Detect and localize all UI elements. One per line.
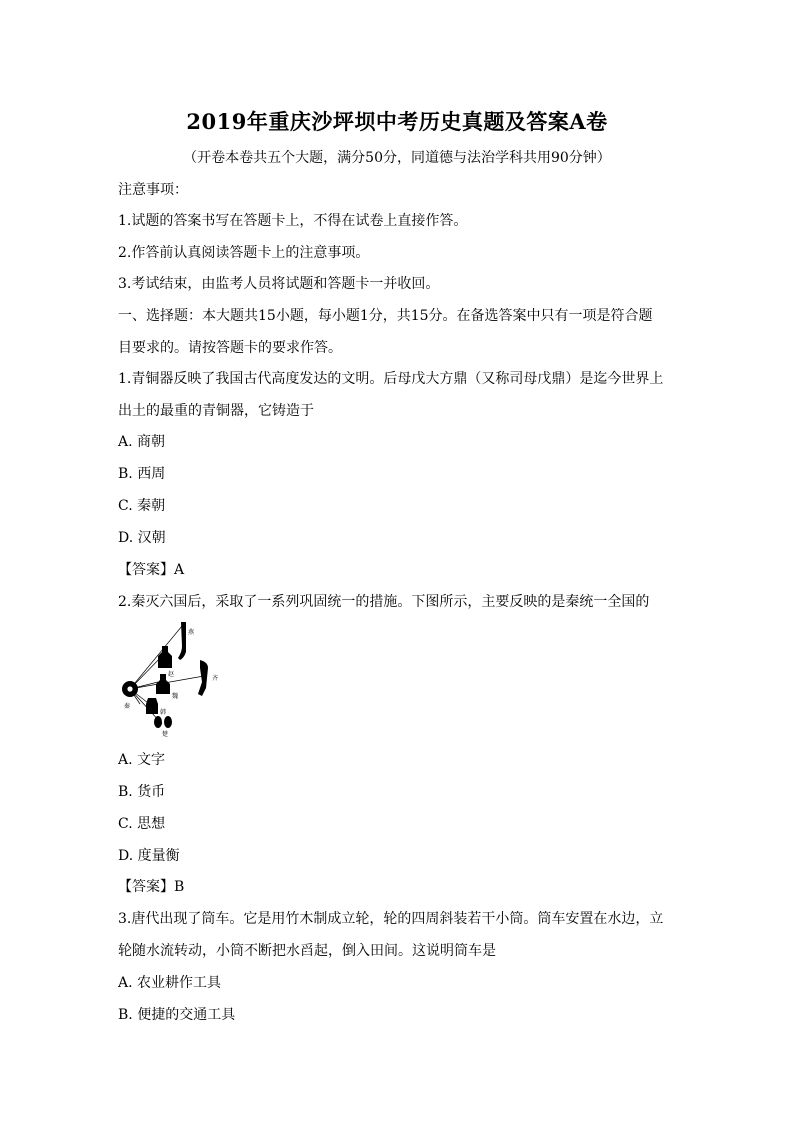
question-1-stem: 出土的最重的青铜器，它铸造于 xyxy=(118,403,314,419)
question-3-stem: 轮随水流转动，小筒不断把水舀起，倒入田间。这说明筒车是 xyxy=(118,943,496,959)
question-1-option-d: D. 汉朝 xyxy=(118,530,166,546)
question-1-option-c: C. 秦朝 xyxy=(118,498,166,514)
label-zhao: 赵 xyxy=(168,671,175,678)
label-qi: 齐 xyxy=(212,675,219,682)
question-3-stem: 3.唐代出现了筒车。它是用竹木制成立轮，轮的四周斜装若干小筒。筒车安置在水边，立 xyxy=(118,911,664,927)
notice-item: 3.考试结束，由监考人员将试题和答题卡一并收回。 xyxy=(118,276,440,292)
question-1-answer: 【答案】A xyxy=(118,562,185,578)
question-1-stem: 1.青铜器反映了我国古代高度发达的文明。后母戊大方鼎（又称司母戊鼎）是迄今世界上 xyxy=(118,371,664,387)
chu-ant-nose-coin xyxy=(154,716,162,728)
notice-heading: 注意事项： xyxy=(118,182,188,198)
question-2-option-d: D. 度量衡 xyxy=(118,848,180,864)
label-qin: 秦 xyxy=(124,703,131,710)
label-chu: 楚 xyxy=(162,731,169,738)
coin-map-illustration xyxy=(118,618,228,740)
qi-knife-coin xyxy=(198,660,208,696)
question-2-stem: 2.秦灭六国后，采取了一系列巩固统一的措施。下图所示，主要反映的是秦统一全国的 xyxy=(118,594,650,610)
label-han: 韩 xyxy=(160,709,167,716)
question-2-option-c: C. 思想 xyxy=(118,816,166,832)
notice-item: 2.作答前认真阅读答题卡上的注意事项。 xyxy=(118,245,370,261)
question-1-option-b: B. 西周 xyxy=(118,466,166,482)
section-instruction-line: 一、选择题：本大题共15小题，每小题1分，共15分。在备选答案中只有一项是符合题 xyxy=(118,308,653,324)
page-subtitle: （开卷本卷共五个大题，满分50分，同道德与法治学科共用90分钟） xyxy=(183,150,611,166)
section-instruction-line: 目要求的。请按答题卡的要求作答。 xyxy=(118,340,342,356)
han-spade-coin xyxy=(146,698,158,714)
page-title: 2019年重庆沙坪坝中考历史真题及答案A卷 xyxy=(186,109,608,134)
zhao-spade-coin xyxy=(158,646,172,668)
notice-item: 1.试题的答案书写在答题卡上，不得在试卷上直接作答。 xyxy=(118,213,468,229)
question-2-answer: 【答案】B xyxy=(118,879,185,895)
label-yan: 燕 xyxy=(188,629,195,636)
label-wei: 魏 xyxy=(172,693,179,700)
question-3-option-b: B. 便捷的交通工具 xyxy=(118,1007,236,1023)
question-1-option-a: A. 商朝 xyxy=(118,434,166,450)
yan-knife-coin xyxy=(178,622,186,660)
question-2-option-b: B. 货币 xyxy=(118,784,166,800)
qin-coin-unification-figure xyxy=(118,618,228,740)
question-2-option-a: A. 文字 xyxy=(118,752,166,768)
question-3-option-a: A. 农业耕作工具 xyxy=(118,975,222,991)
